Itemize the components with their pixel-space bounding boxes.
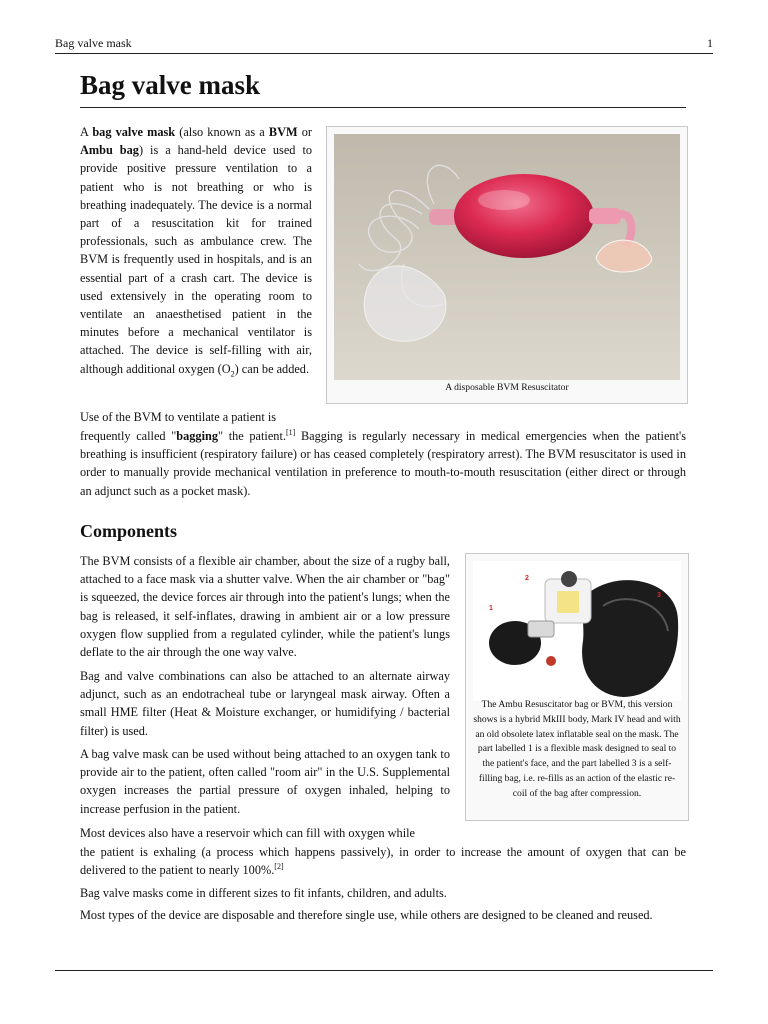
term-ambu-bag: Ambu bag: [80, 143, 139, 158]
running-title: Bag valve mask: [55, 36, 132, 50]
ambu-photo: [473, 561, 681, 701]
components-p2: Bag and valve combinations can also be attached to an alternate airway adjunct, such as an endotracheal tube or laryngeal mask airway. Often a small HME filter (Heat & Moisture exchanger, or humidifying / bacterial filter) is used.: [80, 669, 450, 738]
components-p5: Bag valve masks come in different sizes to fit infants, children, and adults.: [80, 886, 447, 900]
figure-disposable-bvm: [326, 126, 688, 404]
figure-ambu-resuscitator: [465, 553, 689, 821]
footer-rule: [55, 970, 713, 971]
term-bagging: bagging: [176, 429, 218, 443]
label-3: 3: [657, 592, 661, 599]
bagging-paragraph: frequently called "bagging" the patient.[1] Bagging is regularly necessary in medical emergencies when the patient's breathing is insufficient (respiratory failure) or has ceased completely (respiratory arrest). The BVM resuscitator is used in order to manually provide mechanical ventilation in preference to mouth-to-mouth resuscitation (either direct or through an adjunct such as a pocket mask).: [80, 427, 686, 498]
term-bvm: BVM: [268, 125, 298, 139]
running-header: [55, 36, 713, 54]
bvm-photo: [334, 134, 680, 380]
components-heading: Components: [80, 521, 178, 541]
components-p4: the patient is exhaling (a process which happens passively), in order to increase the amount of oxygen that can be delivered to the patient to nearly 100%.[2]: [80, 845, 686, 878]
bvm-bag-red: [454, 174, 594, 258]
bagging-first-line: Use of the BVM to ventilate a patient is: [80, 410, 277, 424]
page-title: Bag valve mask: [80, 70, 686, 108]
components-p3: A bag valve mask can be used without being attached to an oxygen tank to provide air to the patient, often called "room air" in the U.S. Supplemental oxygen increases the partial pressure of oxygen inhaled, helping to increase perfusion in the patient.: [80, 747, 450, 816]
components-p6: Most types of the device are disposable and therefore single use, while others are designed to be cleaned and reused.: [80, 908, 653, 922]
intro-paragraph: A bag valve mask (also known as a BVM or Ambu bag) is a hand-held device used to provide positive pressure ventilation to a patient who is not breathing or who is breathing inadequately. The device is a normal part of a resuscitation kit for trained professionals, such as ambulance crew. The BVM is frequently used in hospitals, and is an essential part of a crash cart. The device is used extensively in the operating room to ventilate an anaesthetised patient in the minutes before a mechanical ventilator is attached. The device is self-filling with air, although additional oxygen $(O_2)$ can be added.: [80, 125, 313, 379]
citation-2[interactable]: [2]: [274, 862, 284, 872]
components-p4-first-line: Most devices also have a reservoir which can fill with oxygen while: [80, 826, 415, 840]
citation-1[interactable]: [1]: [285, 427, 296, 437]
term-bag-valve-mask: bag valve mask: [92, 125, 176, 139]
components-p1: The BVM consists of a flexible air chamber, about the size of a rugby ball, attached to a face mask via a shutter valve. When the air chamber or "bag" is squeezed, the device forces air through into the patient's lungs; when the bag is released, it self-inflates, drawing in ambient air or a low pressure oxygen flow supplied from a regulated cylinder, while the patient's lungs deflate to the air through the one way valve.: [80, 554, 450, 660]
figure1-caption: A disposable BVM Resuscitator: [445, 382, 569, 393]
label-1: 1: [489, 605, 493, 612]
page-number: 1: [707, 36, 713, 50]
figure2-caption: The Ambu Resuscitator bag or BVM, this version shows is a hybrid MkIII body, Mark IV head and with an old obsolete latex inflatable seal on the mask. The part labelled 1 is a flexible mask designed to seal to the patient's face, and the part labelled 3 is a self-filling bag, i.e. re-fills as an action of the elastic re-coil of the bag after compression.: [473, 699, 681, 799]
label-2: 2: [525, 575, 529, 582]
